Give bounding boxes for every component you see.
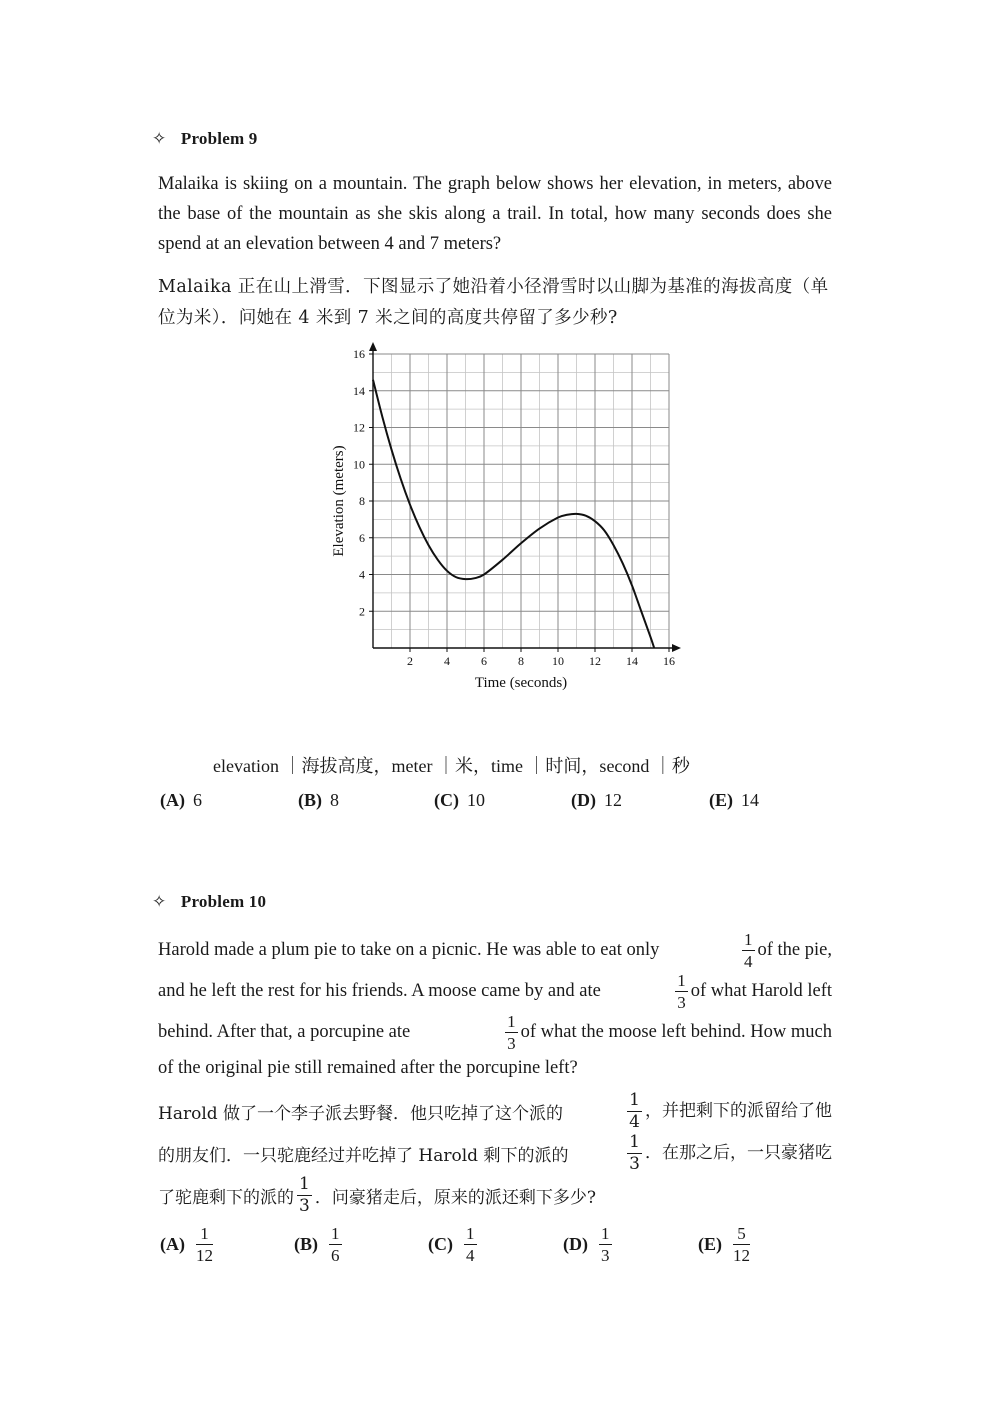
choice-value: 6 <box>193 790 202 810</box>
y-tick-label: 12 <box>353 420 365 435</box>
choice-d[interactable] <box>571 790 622 811</box>
choice-a[interactable] <box>160 1225 216 1264</box>
problem-9-heading <box>152 129 257 149</box>
glossary <box>213 752 690 778</box>
choice-value: 12 <box>604 790 622 810</box>
text: Harold 做了一个李子派去野餐．他只吃掉了这个派的 <box>158 1103 564 1124</box>
text: ．问豪猪走后，原来的派还剩下多少? <box>314 1187 596 1208</box>
x-axis-arrow-icon <box>672 644 681 652</box>
y-tick-label: 14 <box>353 383 365 398</box>
choice-a[interactable] <box>160 790 202 811</box>
choice-label: (A) <box>160 1234 185 1254</box>
choice-c[interactable] <box>428 1225 480 1264</box>
choice-label: (E) <box>698 1234 722 1254</box>
choice-e[interactable] <box>709 790 759 811</box>
fraction: $\frac{1}{3}$ <box>629 1131 640 1174</box>
y-tick-label: 6 <box>359 530 365 545</box>
x-tick-label: 8 <box>518 654 524 668</box>
choice-label: (E) <box>709 790 733 810</box>
choice-e[interactable] <box>698 1225 753 1264</box>
choice-label: (D) <box>563 1234 588 1254</box>
problem-9-title: Problem 9 <box>180 129 258 148</box>
text: 了驼鹿剩下的派的 <box>158 1187 294 1208</box>
x-tick-label: 4 <box>444 654 450 668</box>
en-line-4 <box>158 1053 832 1083</box>
y-tick-label: 4 <box>359 567 365 582</box>
glossary-text: elevation ｜海拔高度，meter ｜米，time ｜时间，second ｜秒 <box>213 756 690 776</box>
problem-10-title: Problem 10 <box>180 892 267 911</box>
en-line-2 <box>158 971 832 1012</box>
x-tick-label: 2 <box>407 654 413 668</box>
text: of the original pie still remained after the porcupine left? <box>158 1057 578 1078</box>
cn-line-1 <box>158 1090 832 1132</box>
text: Harold made a plum pie to take on a picnic. He was able to eat only <box>158 940 660 960</box>
problem-10-heading <box>152 892 266 912</box>
star-icon: ✧ <box>152 129 167 149</box>
x-tick-label: 14 <box>626 654 638 668</box>
text: ．在那之后，一只豪猪吃 <box>645 1142 832 1163</box>
choice-label: (A) <box>160 790 185 810</box>
grid-major <box>373 354 669 648</box>
fraction: $\frac{1}{3}$ <box>677 971 686 1012</box>
elevation-chart <box>320 340 690 700</box>
text: of what the moose left behind. How much <box>520 1021 832 1042</box>
star-icon: ✧ <box>152 892 167 912</box>
y-tick-label: 8 <box>359 494 365 508</box>
choice-label: (C) <box>434 790 459 810</box>
text: ，并把剩下的派留给了他 <box>645 1100 832 1121</box>
y-tick-label: 10 <box>353 457 365 472</box>
axes <box>369 342 681 652</box>
choice-label: (B) <box>298 790 322 810</box>
cn-line-3 <box>158 1174 832 1216</box>
y-axis-arrow-icon <box>369 342 377 351</box>
fraction: $\frac{1}{3}$ <box>299 1173 310 1216</box>
x-tick-label: 16 <box>663 654 675 668</box>
fraction: $\frac{1}{3}$ <box>507 1012 516 1053</box>
text: behind. After that, a porcupine ate <box>158 1022 411 1042</box>
choice-label: (C) <box>428 1234 453 1254</box>
elevation-curve <box>373 380 654 648</box>
x-tick-label: 10 <box>552 654 564 668</box>
text: and he left the rest for his friends. A moose came by and ate <box>158 981 601 1001</box>
choice-value: 10 <box>467 790 485 810</box>
problem-9-english: Malaika is skiing on a mountain. The graph below shows her elevation, in meters, above the base of the mountain as she skis along a trail. In total, how many seconds does she spend at an elevation between 4 and 7 meters? <box>158 174 832 254</box>
text: of the pie, <box>757 939 832 960</box>
problem-10-chinese <box>158 1090 832 1216</box>
choice-value: 14 <box>741 790 759 810</box>
x-tick-label: 12 <box>589 654 601 668</box>
x-tick-label: 6 <box>481 654 487 668</box>
problem-9-chinese: Malaika 正在山上滑雪．下图显示了她沿着小径滑雪时以山脚为基准的海拔高度（单位为米）．问她在 4 米到 7 米之间的高度共停留了多少秒? <box>158 277 829 328</box>
text: 的朋友们．一只驼鹿经过并吃掉了 Harold 剩下的派的 <box>158 1145 569 1166</box>
fraction: $\frac{1}{6}$ <box>331 1224 340 1265</box>
choice-c[interactable] <box>434 790 485 811</box>
fraction: $\frac{1}{4}$ <box>466 1224 475 1265</box>
en-line-3 <box>158 1012 832 1053</box>
cn-line-2 <box>158 1132 832 1174</box>
en-line-1 <box>158 930 832 971</box>
fraction: $\frac{1}{4}$ <box>744 930 753 971</box>
y-tick-label: 2 <box>359 604 365 619</box>
choice-label: (B) <box>294 1234 318 1254</box>
choice-d[interactable] <box>563 1225 615 1264</box>
choice-label: (D) <box>571 790 596 810</box>
text: of what Harold left <box>690 980 832 1001</box>
fraction: $\frac{1}{12}$ <box>196 1224 213 1265</box>
choice-b[interactable] <box>294 1225 345 1264</box>
tick-labels <box>353 347 675 668</box>
fraction: $\frac{1}{4}$ <box>629 1089 640 1132</box>
choice-value: 8 <box>330 790 339 810</box>
x-axis-label: Time (seconds) <box>474 675 568 691</box>
problem-10-english <box>158 930 832 1083</box>
fraction: $\frac{1}{3}$ <box>601 1224 610 1265</box>
y-axis-label: Elevation (meters) <box>331 445 347 557</box>
y-tick-label: 16 <box>353 347 365 361</box>
choice-b[interactable] <box>298 790 339 811</box>
fraction: $\frac{5}{12}$ <box>733 1224 750 1265</box>
